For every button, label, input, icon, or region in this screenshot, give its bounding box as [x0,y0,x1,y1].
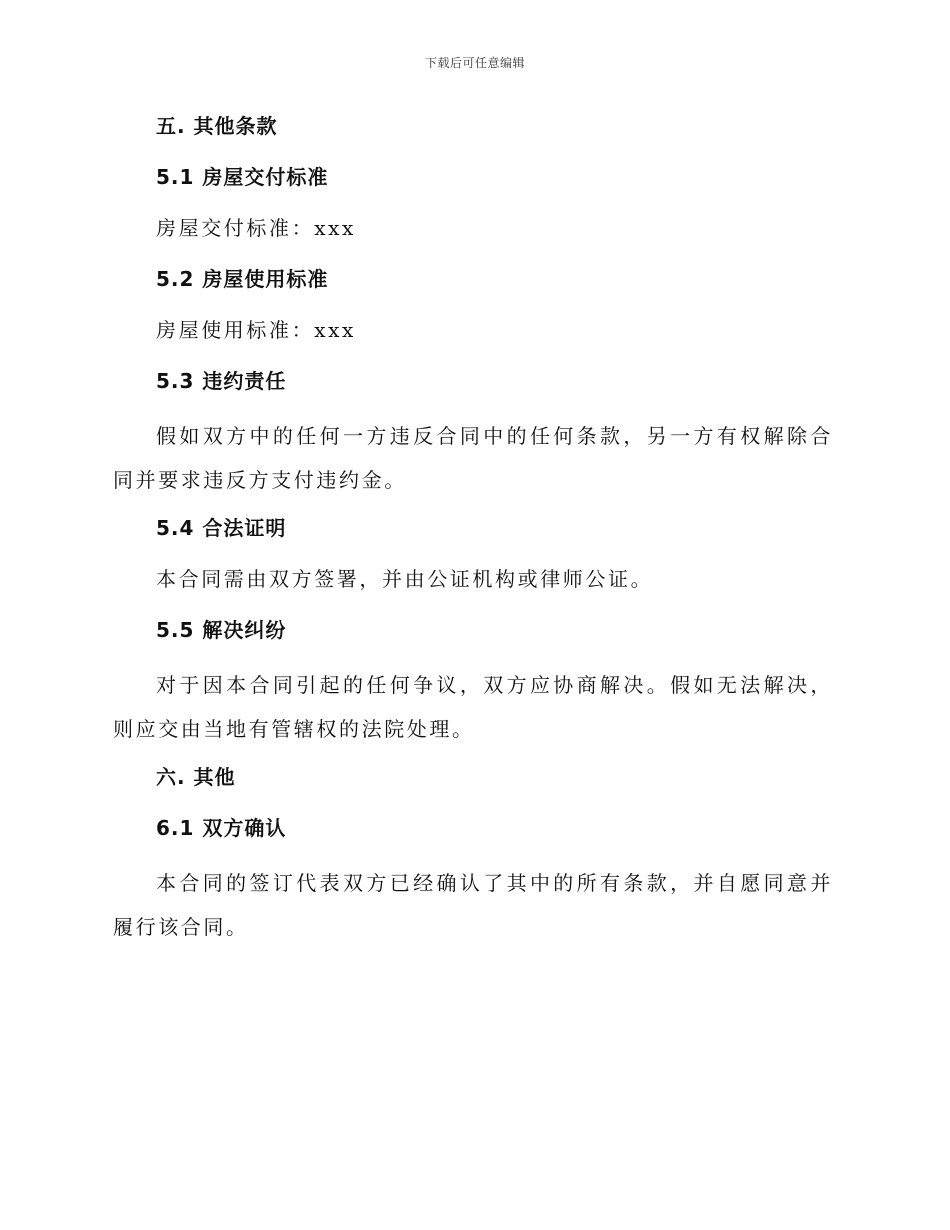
section-5-5-text: 对于因本合同引起的任何争议，双方应协商解决。假如无法解决，则应交由当地有管辖权的法院处理。 [113,673,833,741]
section-5-4-heading: 5.4 合法证明 [156,516,287,540]
section-5-3-heading: 5.3 违约责任 [156,369,287,393]
section-5-1-text: 房屋交付标准：xxx [156,216,356,240]
document-body [113,108,833,957]
section-5-heading: 五. 其他条款 [156,114,278,138]
section-5-1-heading: 5.1 房屋交付标准 [156,165,329,189]
section-5-2-text: 房屋使用标准：xxx [156,318,356,342]
section-6-heading: 六. 其他 [156,765,236,789]
section-5-2-heading: 5.2 房屋使用标准 [156,267,329,291]
section-5-5-heading: 5.5 解决纠纷 [156,618,287,642]
section-5-4-text: 本合同需由双方签署，并由公证机构或律师公证。 [156,567,654,591]
section-6-1-text: 本合同的签订代表双方已经确认了其中的所有条款，并自愿同意并履行该合同。 [113,871,833,939]
header-note: 下载后可任意编辑 [424,56,525,70]
section-5-3-text: 假如双方中的任何一方违反合同中的任何条款，另一方有权解除合同并要求违反方支付违约金。 [113,424,833,492]
section-6-1-heading: 6.1 双方确认 [156,816,287,840]
